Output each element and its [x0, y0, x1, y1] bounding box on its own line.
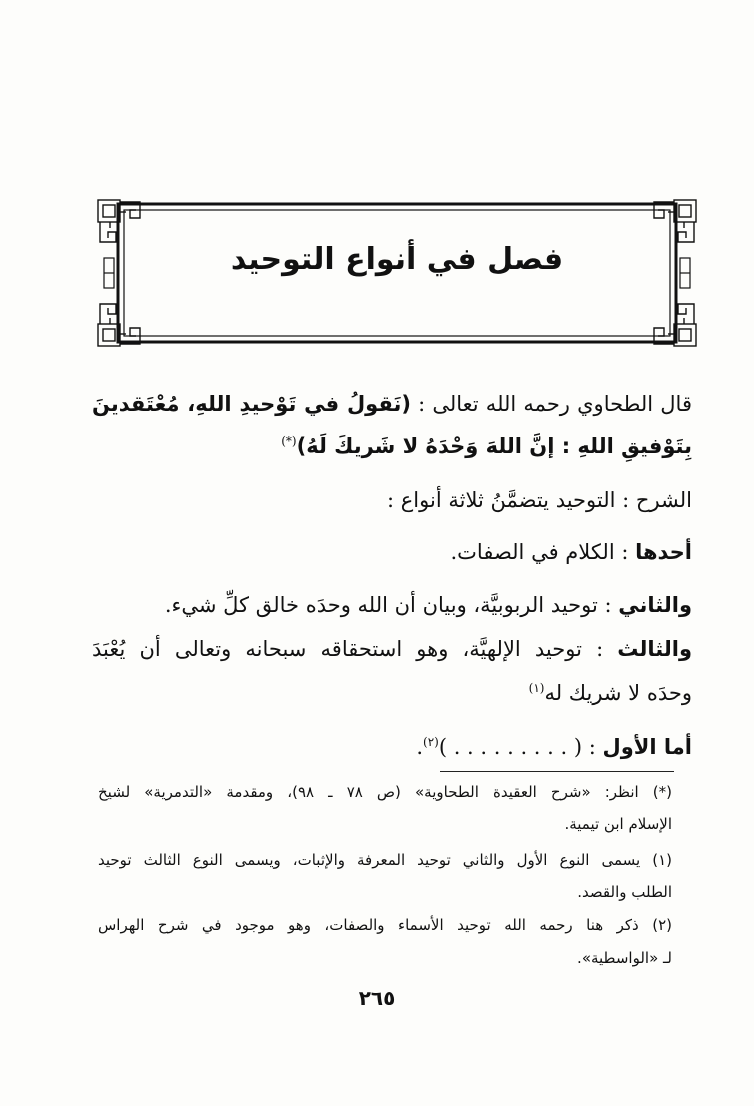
first-type-label: أحدها: [635, 540, 692, 564]
second-type-text: : توحيد الربوبيَّة، وبيان أن الله وحدَه خالق كلِّ شيء.: [164, 593, 619, 617]
third-type-text-2: وحدَه لا شريك له: [544, 681, 692, 705]
footnote-star-line-1: (*) انظر: «شرح العقيدة الطحاوية» (ص ٧٨ ـ ٩٨)، ومقدمة «التدمرية» لشيخ: [98, 783, 672, 801]
footnote-2-line-1: (٢) ذكر هنا رحمه الله توحيد الأسماء والصفات، وهو موجود في شرح الهراس: [98, 916, 672, 934]
first-type-text: : الكلام في الصفات.: [450, 540, 636, 564]
footnote-1-line-1: (١) يسمى النوع الأول والثاني توحيد المعرفة والإثبات، ويسمى النوع الثالث توحيد: [98, 851, 672, 869]
quote-text-2: بِتَوْفيقِ اللهِ : إنَّ اللهَ وَحْدَهُ لا شَريكَ لَهُ): [296, 434, 692, 458]
page-number: ٢٦٥: [358, 986, 396, 1010]
quote-line-1: [92, 383, 692, 425]
footnote-separator: [440, 771, 674, 772]
third-type-line-2: [92, 672, 692, 714]
footnote-2-line-2: لـ «الواسطية».: [577, 949, 672, 967]
commentary-text: : التوحيد يتضمَّنُ ثلاثة أنواع :: [387, 488, 636, 512]
footnote-ref-2: (٢): [423, 735, 439, 749]
quote-line-2: [92, 425, 692, 467]
footnote-star-line-2: الإسلام ابن تيمية.: [564, 815, 672, 833]
chapter-title-frame: [96, 198, 698, 348]
commentary-line: [92, 479, 692, 521]
third-type-text-1: : توحيد الإلهيَّة، وهو استحقاقه سبحانه وتعالى أن يُعْبَدَ: [92, 637, 618, 661]
first-discussion-line: [92, 726, 692, 768]
first-discussion-end: .: [416, 735, 423, 759]
chapter-title: فصل في أنواع التوحيد: [230, 242, 564, 277]
commentary-label: الشرح: [635, 488, 692, 512]
quote-text-1: (نَقولُ في تَوْحيدِ اللهِ، مُعْتَقدينَ: [92, 392, 411, 416]
second-type-line: [92, 584, 692, 626]
third-type-label: والثالث: [617, 637, 692, 661]
quote-intro: قال الطحاوي رحمه الله تعالى :: [410, 392, 692, 416]
first-discussion-text: : ( . . . . . . . . . ): [438, 735, 603, 759]
first-discussion-label: أما الأول: [602, 735, 692, 759]
third-type-line-1: [92, 628, 692, 670]
second-type-label: والثاني: [618, 593, 692, 617]
footnote-1-line-2: الطلب والقصد.: [577, 883, 672, 901]
footnote-ref-1: (١): [528, 681, 545, 695]
quote-footnote-mark: (*): [281, 434, 297, 448]
first-type-line: [92, 531, 692, 573]
